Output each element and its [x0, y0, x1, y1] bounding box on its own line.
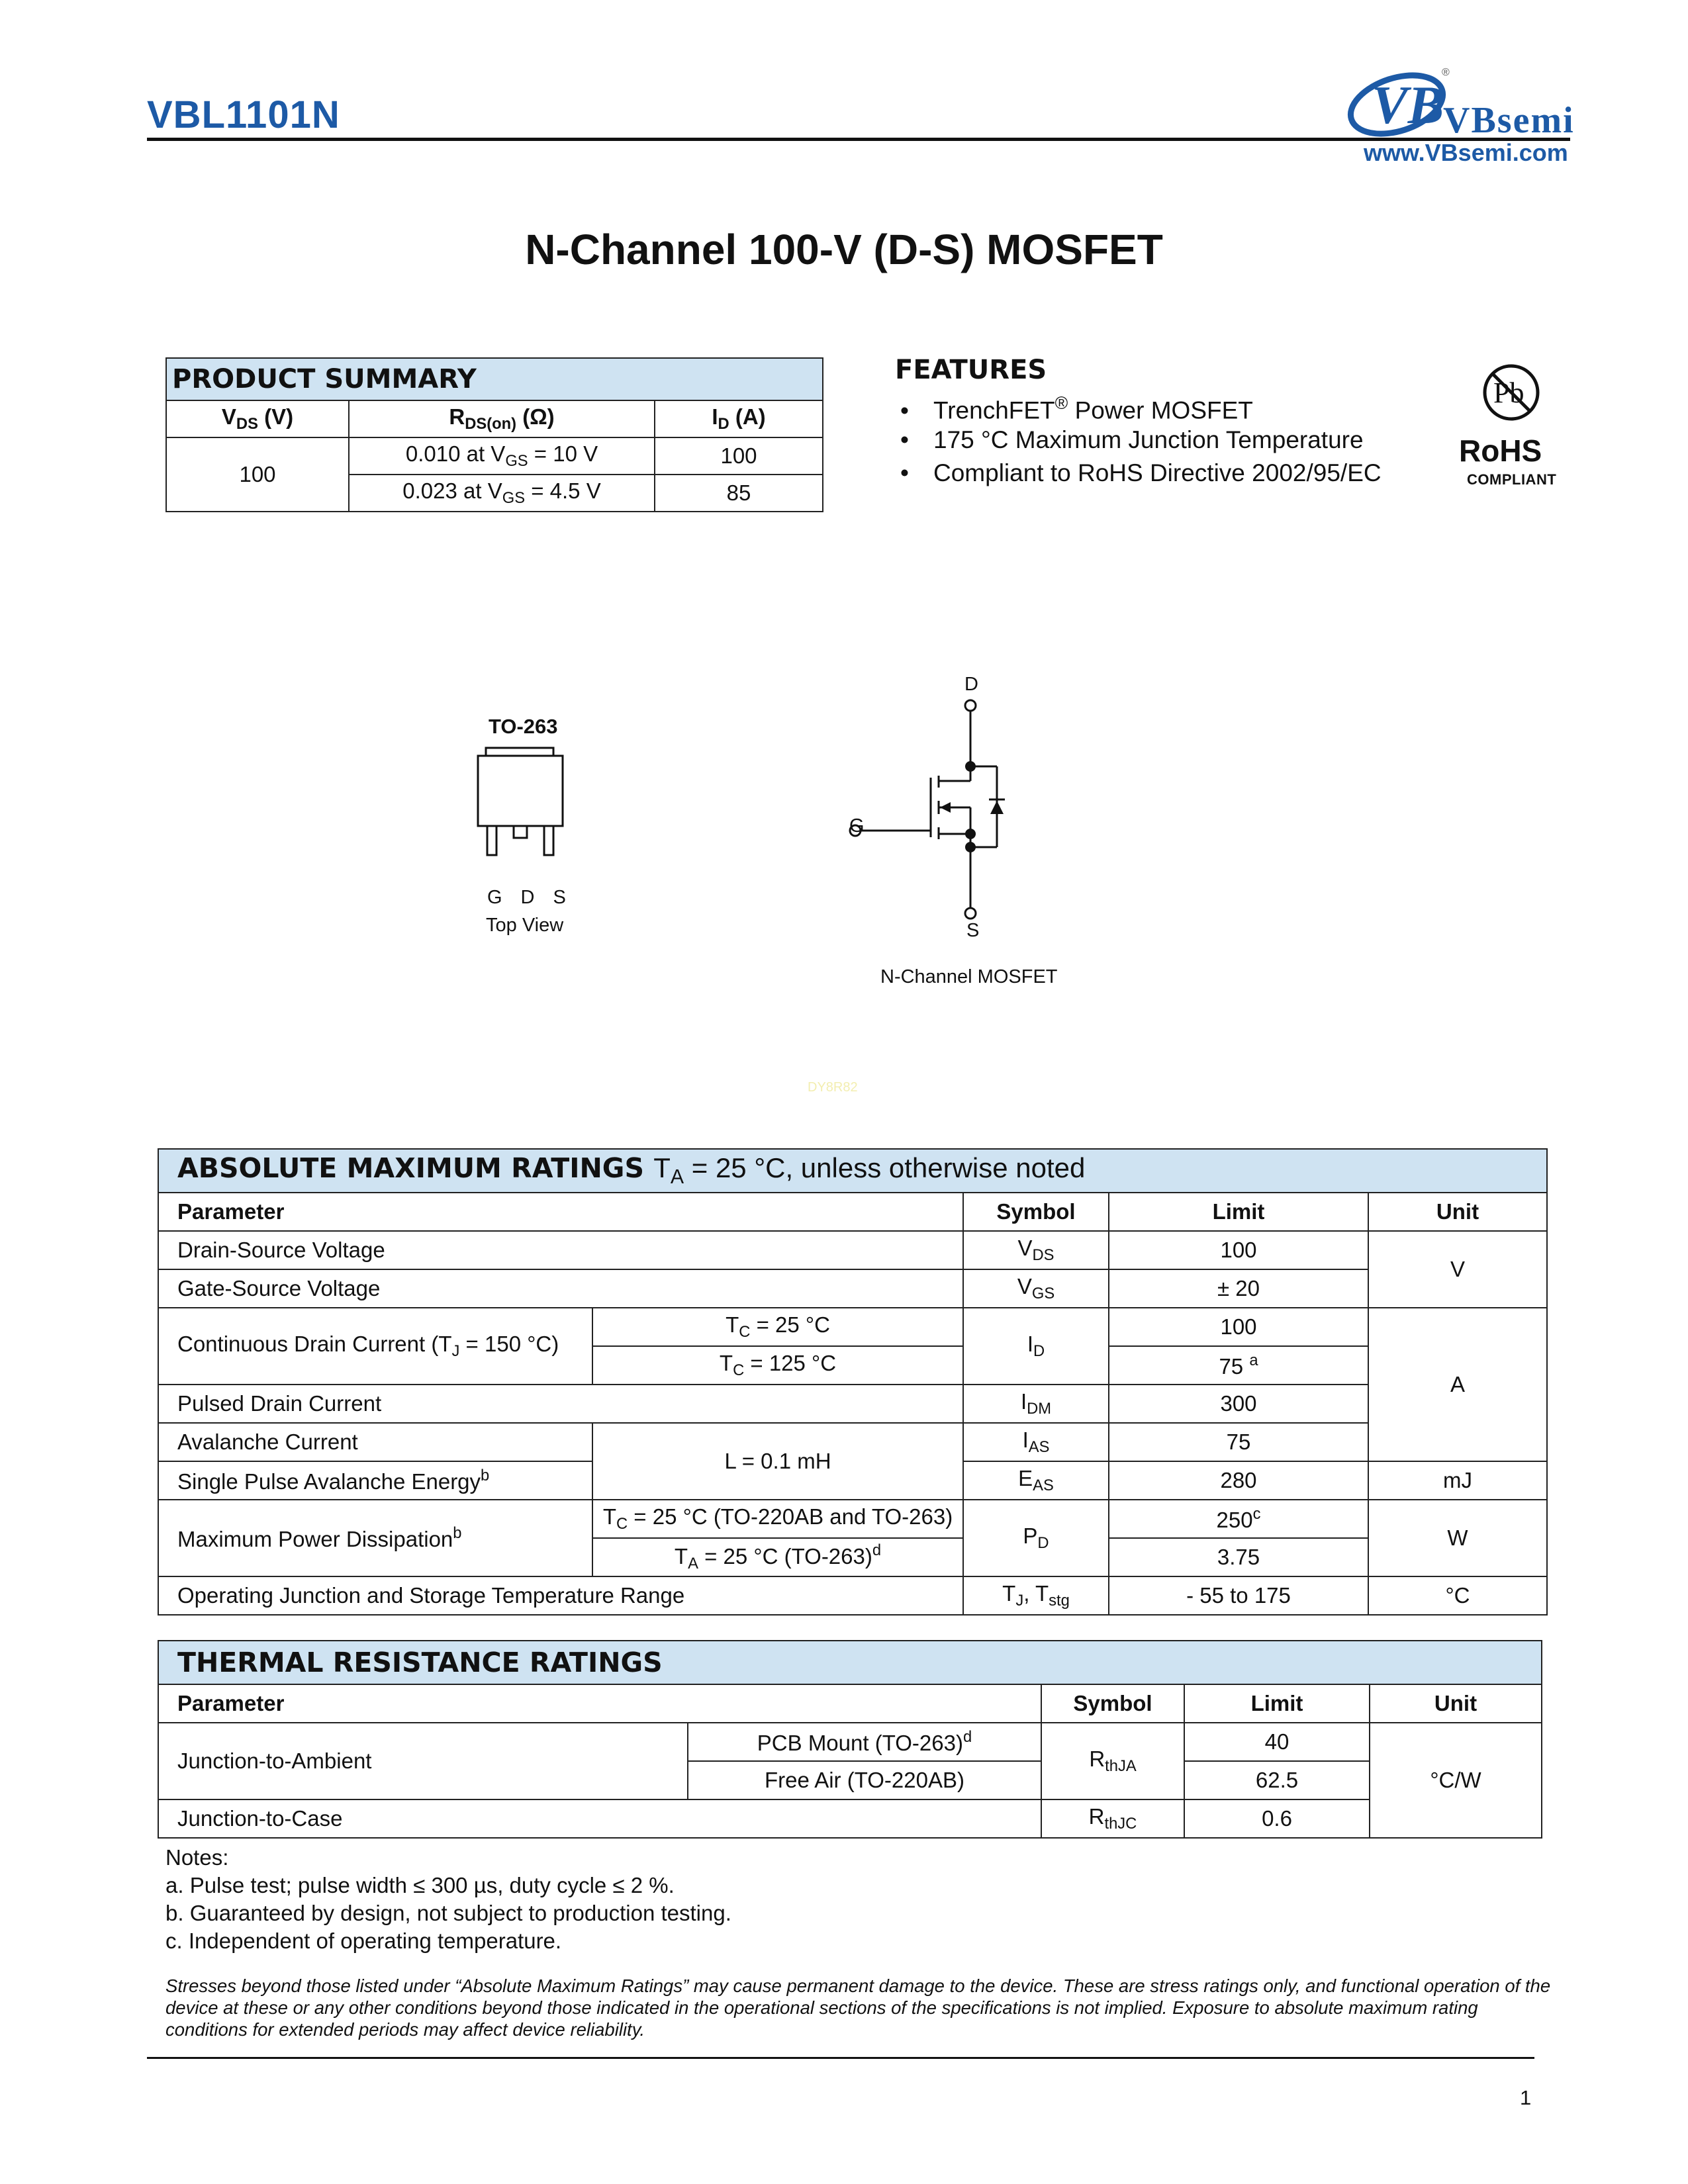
table-row — [158, 1723, 1542, 1761]
condition-cell: $T_C = 25$ °C — [592, 1308, 963, 1346]
product-summary-table — [165, 357, 823, 512]
amr-heading: ABSOLUTE MAXIMUM RATINGS $T_A = 25$ °C, unless otherwise noted — [158, 1149, 1547, 1193]
limit-cell: 300 — [1109, 1385, 1368, 1423]
limit-cell: 75 $^a$ — [1109, 1346, 1368, 1385]
symbol-cell: $V_{GS}$ — [963, 1269, 1109, 1308]
rohs-label: RoHS — [1459, 433, 1542, 468]
limit-cell: ± 20 — [1109, 1269, 1368, 1308]
package-pins: GDS — [487, 887, 585, 908]
param-cell: Junction-to-Case — [158, 1799, 1041, 1838]
condition-cell: $T_A = 25$ °C $(TO-263)^d$ — [592, 1538, 963, 1576]
condition-cell: PCB Mount $(TO-263)^d$ — [688, 1723, 1041, 1761]
table-row — [158, 1308, 1547, 1346]
col-rds: $R_{DS(on)}$ (Ω) — [349, 400, 655, 437]
param-cell: Junction-to-Ambient — [158, 1723, 688, 1799]
limit-cell: 62.5 — [1184, 1761, 1370, 1799]
rds-value: 0.023 at $V_{GS} = 4.5$ V — [349, 475, 655, 512]
symbol-cell: $V_{DS}$ — [963, 1231, 1109, 1269]
feature-item: • TrenchFET® Power MOSFET — [900, 393, 1253, 424]
param-cell: Drain-Source Voltage — [158, 1231, 963, 1269]
package-view: Top View — [486, 915, 564, 936]
table-row — [166, 437, 823, 475]
table-row — [158, 1799, 1542, 1838]
features-heading: FEATURES — [895, 355, 1047, 385]
package-title: TO-263 — [489, 715, 558, 738]
symbol-cell: $E_{AS}$ — [963, 1461, 1109, 1500]
page-number: 1 — [1520, 2086, 1532, 2109]
vds-value: 100 — [166, 437, 349, 512]
notes-title: Notes: — [165, 1845, 229, 1870]
param-cell: Pulsed Drain Current — [158, 1385, 963, 1423]
limit-cell: - 55 to 175 — [1109, 1576, 1368, 1615]
table-row — [158, 1423, 1547, 1461]
faint-watermark-text: DY8R82 — [808, 1080, 858, 1095]
symbol-cell: $I_{AS}$ — [963, 1423, 1109, 1461]
param-cell: Maximum Power Dissipation$^b$ — [158, 1500, 592, 1576]
col-unit: Unit — [1368, 1193, 1547, 1231]
rds-value: 0.010 at $V_{GS} = 10$ V — [349, 437, 655, 475]
limit-cell: 3.75 — [1109, 1538, 1368, 1576]
unit-cell: °C/W — [1370, 1723, 1542, 1838]
limit-cell: 100 — [1109, 1231, 1368, 1269]
col-parameter: Parameter — [158, 1684, 1041, 1723]
rohs-sub: COMPLIANT — [1467, 471, 1557, 488]
brand-name: VBsemi — [1443, 100, 1575, 141]
condition-cell: Free Air (TO-220AB) — [688, 1761, 1041, 1799]
brand-mark: VB — [1372, 75, 1444, 135]
symbol-cell: $I_D$ — [963, 1308, 1109, 1385]
feature-item: • 175 °C Maximum Junction Temperature — [900, 426, 1364, 453]
registered-mark: ® — [1442, 67, 1450, 78]
param-cell: Gate-Source Voltage — [158, 1269, 963, 1308]
note-c: c. Independent of operating temperature. — [165, 1929, 562, 1953]
limit-cell: 250$^c$ — [1109, 1500, 1368, 1538]
table-row — [158, 1500, 1547, 1538]
condition-cell: $T_C = 25$ °C (TO-220AB and TO-263) — [592, 1500, 963, 1538]
limit-cell: 100 — [1109, 1308, 1368, 1346]
table-row — [158, 1269, 1547, 1308]
symbol-cell: $R_{thJC}$ — [1041, 1799, 1184, 1838]
pin-drain-label: D — [964, 674, 978, 695]
unit-cell: W — [1368, 1500, 1547, 1576]
feature-item: • Compliant to RoHS Directive 2002/95/EC — [900, 459, 1382, 486]
col-limit: Limit — [1109, 1193, 1368, 1231]
col-symbol: Symbol — [1041, 1684, 1184, 1723]
product-summary-heading: PRODUCT SUMMARY — [166, 358, 823, 400]
col-id: $I_D$ (A) — [655, 400, 823, 437]
absolute-maximum-ratings-table — [158, 1148, 1548, 1615]
limit-cell: 75 — [1109, 1423, 1368, 1461]
pb-free-icon — [1481, 363, 1541, 422]
unit-cell: A — [1368, 1308, 1547, 1461]
col-symbol: Symbol — [963, 1193, 1109, 1231]
table-row — [158, 1385, 1547, 1423]
part-number: VBL1101N — [147, 93, 340, 136]
table-row — [158, 1576, 1547, 1615]
unit-cell: mJ — [1368, 1461, 1547, 1500]
param-cell: Continuous Drain Current ($T_J = 150$ °C) — [158, 1308, 592, 1385]
brand-url[interactable]: www.VBsemi.com — [1364, 139, 1568, 166]
pin-gate-label: G — [849, 815, 865, 837]
col-limit: Limit — [1184, 1684, 1370, 1723]
param-cell: Avalanche Current — [158, 1423, 592, 1461]
symbol-cell: $R_{thJA}$ — [1041, 1723, 1184, 1799]
thermal-resistance-table — [158, 1640, 1542, 1839]
trr-heading: THERMAL RESISTANCE RATINGS — [158, 1641, 1542, 1684]
limit-cell: 0.6 — [1184, 1799, 1370, 1838]
col-vds: $V_{DS}$ (V) — [166, 400, 349, 437]
pin-source-label: S — [966, 920, 980, 941]
condition-cell: $T_C = 125$ °C — [592, 1346, 963, 1385]
condition-cell: L = 0.1 mH — [592, 1423, 963, 1500]
limit-cell: 40 — [1184, 1723, 1370, 1761]
id-value: 100 — [655, 437, 823, 475]
col-unit: Unit — [1370, 1684, 1542, 1723]
symbol-cell: $I_{DM}$ — [963, 1385, 1109, 1423]
param-cell: Single Pulse Avalanche Energy$^b$ — [158, 1461, 592, 1500]
table-row — [158, 1231, 1547, 1269]
unit-cell: °C — [1368, 1576, 1547, 1615]
note-b: b. Guaranteed by design, not subject to production testing. — [165, 1901, 731, 1925]
unit-cell: V — [1368, 1231, 1547, 1308]
id-value: 85 — [655, 475, 823, 512]
page-title: N-Channel 100-V (D-S) MOSFET — [525, 226, 1163, 273]
mosfet-caption: N-Channel MOSFET — [880, 966, 1058, 987]
limit-cell: 280 — [1109, 1461, 1368, 1500]
note-a: a. Pulse test; pulse width ≤ 300 µs, duty cycle ≤ 2 %. — [165, 1873, 675, 1897]
symbol-cell: $P_D$ — [963, 1500, 1109, 1576]
notes — [165, 1844, 731, 1955]
symbol-cell: $T_J$, $T_{stg}$ — [963, 1576, 1109, 1615]
col-parameter: Parameter — [158, 1193, 963, 1231]
stress-disclaimer: Stresses beyond those listed under “Absolute Maximum Ratings” may cause permanent damage to the device. These are stress ratings only, and functional operation of the device at these or any other conditions beyond those indicated in the operational sections of the specifications is not implied. Exposure to absolute maximum rating conditions for extended periods may affect device reliability. — [165, 1976, 1551, 2040]
pb-text: Pb — [1493, 377, 1524, 409]
param-cell: Operating Junction and Storage Temperature Range — [158, 1576, 963, 1615]
to263-package-icon — [463, 741, 576, 887]
n-channel-mosfet-symbol-icon — [841, 668, 1026, 946]
footer-divider — [147, 2057, 1534, 2059]
